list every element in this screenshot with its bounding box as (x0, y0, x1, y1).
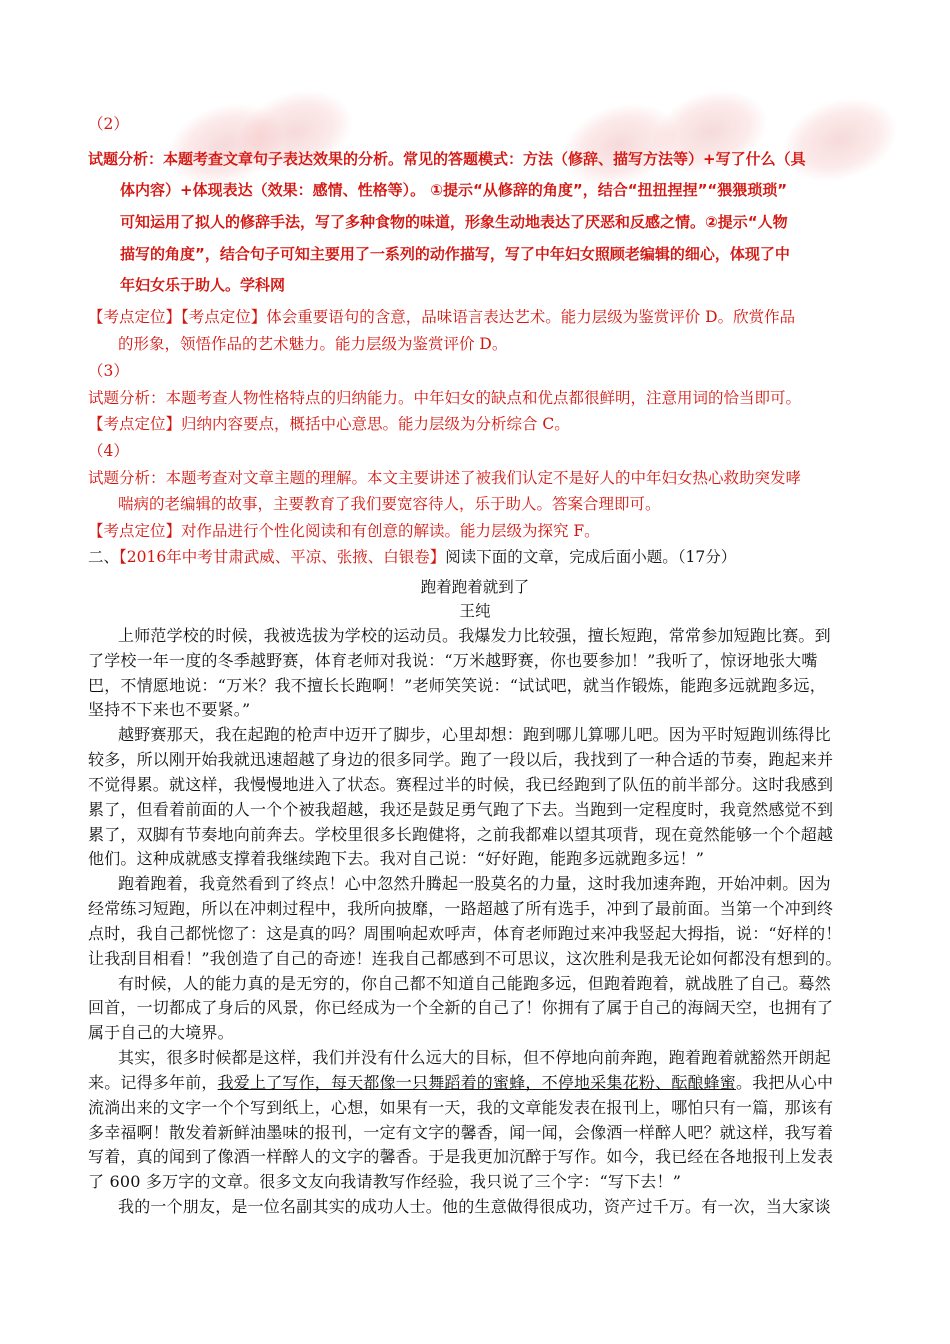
article-line: 了 600 多万字的文章。很多文友向我请教写作经验，我只说了三个字：“写下去！” (88, 1172, 682, 1191)
question-number: （4） (88, 442, 129, 460)
kaodian-line: 【考点定位】归纳内容要点，概括中心意思。能力层级为分析综合 C。 (88, 415, 570, 433)
kaodian-line: 的形象，领悟作品的艺术魅力。能力层级为鉴赏评价 D。 (118, 335, 508, 353)
watermark-logo (771, 83, 910, 196)
article-line: 了学校一年一度的冬季越野赛，体育老师对我说：“万米越野赛，你也要参加！”我听了，惊讶地张大嘴 (88, 651, 818, 670)
question-number: （2） (88, 115, 129, 133)
article-line: 较多，所以刚开始我就迅速超越了身边的很多同学。跑了一段以后，我找到了一种合适的节奏，跑起来并 (88, 750, 834, 769)
section-source: 【2016年中考甘肃武威、平凉、张掖、白银卷】 (119, 548, 446, 566)
article-line: 巴，不情愿地说：“万米？我不擅长长跑啊！”老师笑笑说：“试试吧，就当作锻炼，能跑多远就跑多远， (88, 676, 826, 695)
section-heading (88, 544, 736, 570)
analysis-line: 体内容）+体现表达（效果：感情、性格等）。 ①提示“从修辞的角度”，结合“扭扭捏捏”“猥猥琐琐” (120, 181, 788, 199)
article-line: 越野赛那天，我在起跑的枪声中迈开了脚步，心里却想：跑到哪儿算哪儿吧。因为平时短跑训练得比 (118, 725, 831, 744)
analysis-line: 试题分析：本题考查文章句子表达效果的分析。常见的答题模式：方法（修辞、描写方法等）+写了什么（具 (88, 150, 806, 168)
article-line: 累了，双脚有节奏地向前奔去。学校里很多长跑健将，之前我都难以望其项背，现在竟然能够一个个超越 (88, 825, 834, 844)
article-line: 上师范学校的时候，我被选拔为学校的运动员。我爆发力比较强，擅长短跑，常常参加短跑比赛。到 (118, 626, 831, 645)
article-line: 坚持不下来也不要紧。” (88, 700, 251, 719)
article-title: 跑着跑着就到了 (420, 578, 530, 596)
section-prefix: 二、 (88, 548, 120, 566)
analysis-line: 试题分析：本题考查人物性格特点的归纳能力。中年妇女的缺点和优点都很鲜明，注意用词的恰当即可。 (88, 389, 802, 407)
article-line: 有时候，人的能力真的是无穷的，你自己都不知道自己能跑多远，但跑着跑着，就战胜了自己。蓦然 (118, 974, 831, 993)
analysis-line: 试题分析：本题考查对文章主题的理解。本文主要讲述了被我们认定不是好人的中年妇女热心救助突发哮 (88, 469, 802, 487)
article-line: 属于自己的大境界。 (88, 1023, 234, 1042)
article-line: 点时，我自己都恍惚了：这是真的吗？周围响起欢呼声，体育老师跑过来冲我竖起大拇指，说：“好样的！ (88, 924, 842, 943)
analysis-line: 喘病的老编辑的故事，主要教育了我们要宽容待人，乐于助人。答案合理即可。 (118, 495, 661, 513)
article-author: 王纯 (459, 602, 491, 620)
article-line: 让我刮目相看！”我创造了自己的奇迹！连我自己都感到不可思议，这次胜利是我无论如何都没有想到的。 (88, 949, 842, 968)
question-number: （3） (88, 362, 129, 380)
article-line: 我的一个朋友，是一位名副其实的成功人士。他的生意做得很成功，资产过千万。有一次，当大家谈 (118, 1197, 831, 1216)
article-text: 来。记得多年前， (88, 1073, 218, 1092)
section-instruction: 阅读下面的文章，完成后面小题。（17分） (445, 548, 737, 566)
kaodian-line: 【考点定位】对作品进行个性化阅读和有创意的解读。能力层级为探究 F。 (88, 522, 600, 540)
article-line: 他们。这种成就感支撑着我继续跑下去。我对自己说：“好好跑，能跑多远就跑多远！” (88, 849, 705, 868)
article-line: 跑着跑着，我竟然看到了终点！心中忽然升腾起一股莫名的力量，这时我加速奔跑，开始冲刺。因为 (118, 874, 831, 893)
article-line: 经常练习短跑，所以在冲刺过程中，我所向披靡，一路超越了所有选手，冲到了最前面。当第一个冲到终 (88, 899, 834, 918)
article-line: 累了，但看着前面的人一个个被我超越，我还是鼓足勇气跑了下去。当跑到一定程度时，我竟然感觉不到 (88, 800, 834, 819)
analysis-line: 可知运用了拟人的修辞手法，写了多种食物的味道，形象生动地表达了厌恶和反感之情。②提示“人物 (120, 213, 788, 231)
analysis-line: 描写的角度”，结合句子可知主要用了一系列的动作描写，写了中年妇女照顾老编辑的细心，体现了中 (120, 245, 790, 263)
kaodian-line: 【考点定位】【考点定位】体会重要语句的含意，品味语言表达艺术。能力层级为鉴赏评价 D。欣赏作品 (88, 308, 796, 326)
underlined-sentence: 我爱上了写作，每天都像一只舞蹈着的蜜蜂，不停地采集花粉、酝酿蜂蜜 (217, 1073, 737, 1092)
article-line: 其实，很多时候都是这样，我们并没有什么远大的目标，但不停地向前奔跑，跑着跑着就豁然开朗起 (118, 1048, 831, 1067)
article-line (88, 1070, 833, 1096)
article-line: 写着，真的闻到了像酒一样醉人的文字的馨香。于是我更加沉醉于写作。如今，我已经在各地报刊上发表 (88, 1147, 834, 1166)
analysis-line: 年妇女乐于助人。学科网 (120, 276, 286, 294)
article-line: 不觉得累。就这样，我慢慢地进入了状态。赛程过半的时候，我已经跑到了队伍的前半部分。这时我感到 (88, 775, 834, 794)
article-line: 回首，一切都成了身后的风景，你已经成为一个全新的自己了！你拥有了属于自己的海阔天空，也拥有了 (88, 998, 834, 1017)
article-text: 。我把从心中 (736, 1073, 834, 1092)
article-line: 流淌出来的文字一个个写到纸上，心想，如果有一天，我的文章能发表在报刊上，哪怕只有一篇，那该有 (88, 1098, 834, 1117)
article-line: 多幸福啊！散发着新鲜油墨味的报刊，一定有文字的馨香，闻一闻，会像酒一样醉人吧？就这样，我写着 (88, 1123, 834, 1142)
